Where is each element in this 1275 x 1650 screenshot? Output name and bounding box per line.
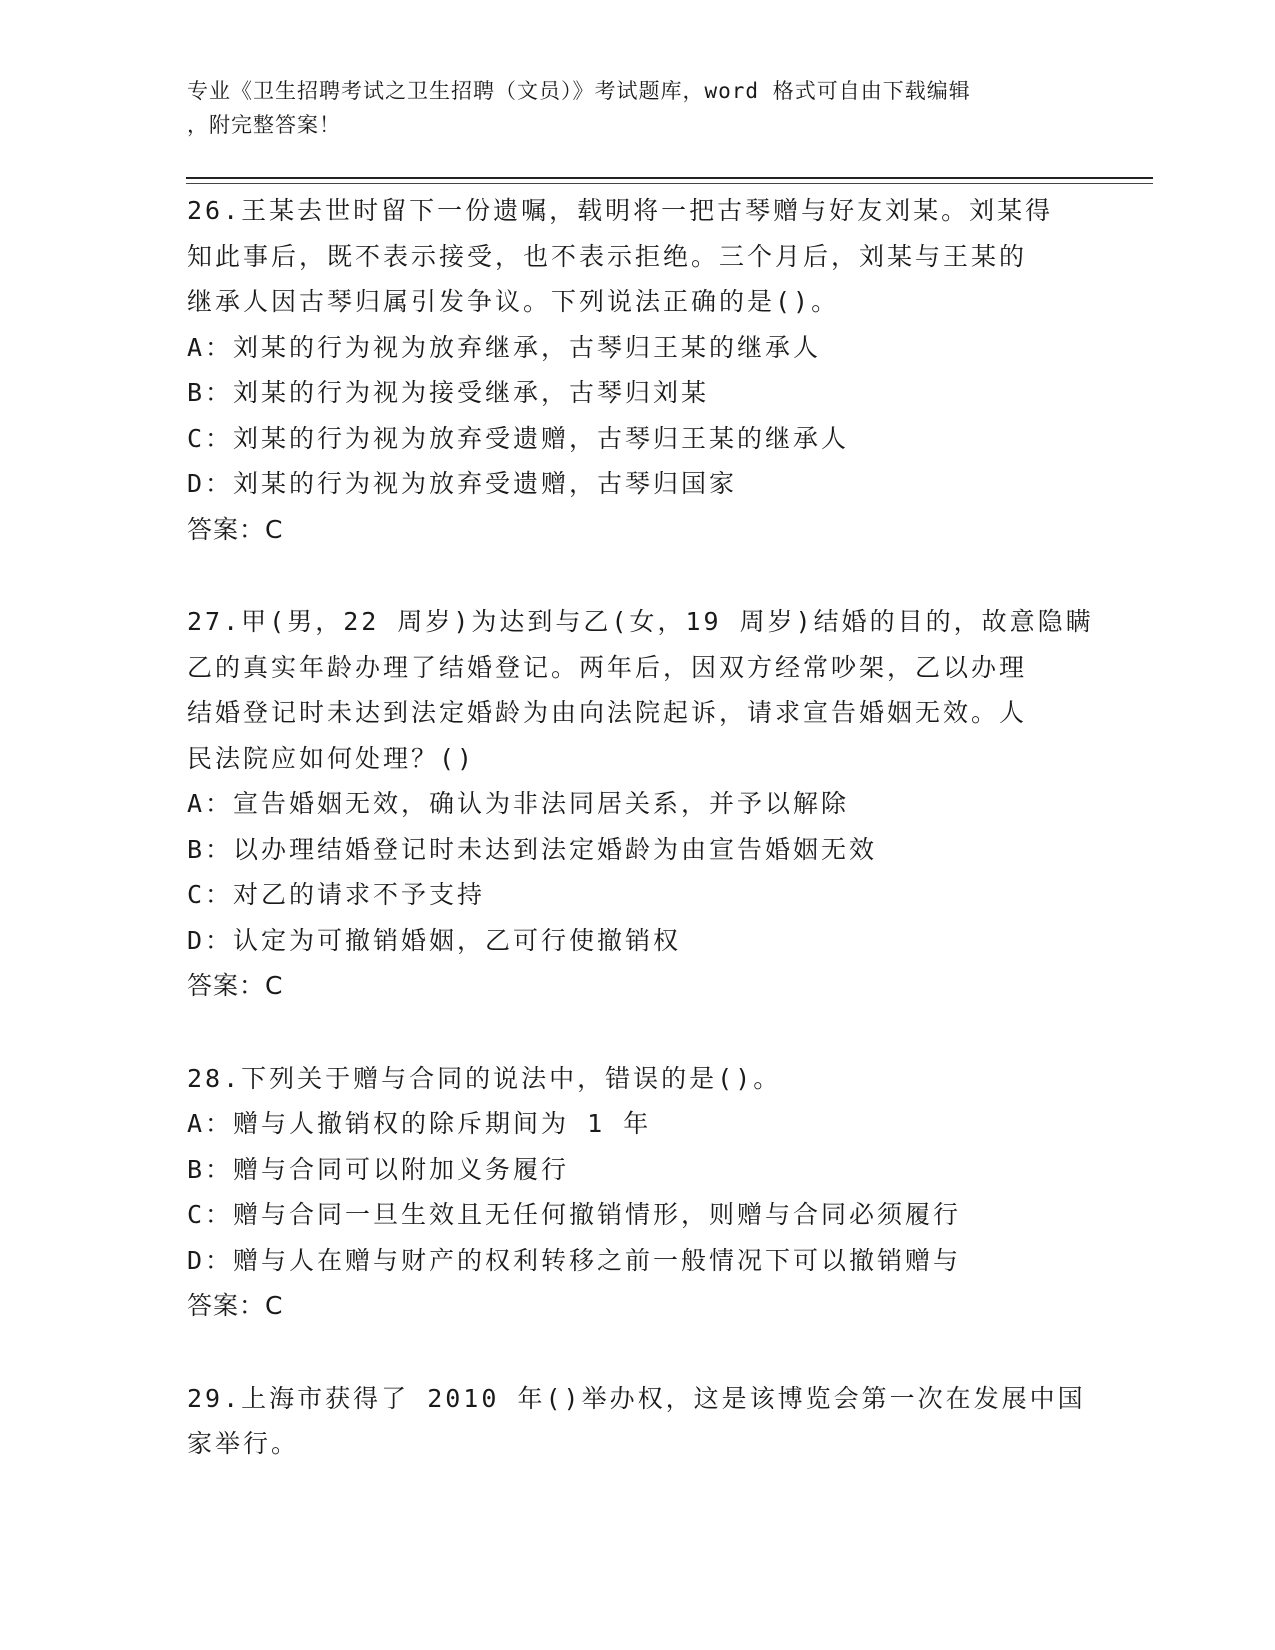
header-divider-thin [186,183,1153,184]
question-28 [187,1056,1087,1329]
answer: 答案：C [187,1291,284,1320]
option-c: C：对乙的请求不予支持 [187,880,486,909]
question-stem-line: 民法院应如何处理？() [187,743,476,773]
option-a: A：刘某的行为视为放弃继承，古琴归王某的继承人 [187,332,822,362]
option-d: D：刘某的行为视为放弃受遗赠，古琴归国家 [187,469,738,498]
question-stem-line: 结婚登记时未达到法定婚龄为由向法院起诉，请求宣告婚姻无效。人 [187,698,1028,727]
option-d: D：认定为可撤销婚姻，乙可行使撤销权 [187,925,682,955]
option-b: B：刘某的行为视为接受继承，古琴归刘某 [187,378,710,407]
option-a: A：赠与人撤销权的除斥期间为 1 年 [187,1109,652,1138]
header-line-1: 专业《卫生招聘考试之卫生招聘（文员）》考试题库，word 格式可自由下载编辑 [187,79,971,103]
question-stem-line: 26.王某去世时留下一份遗嘱，载明将一把古琴赠与好友刘某。刘某得 [187,196,1054,225]
question-26 [187,188,1087,552]
question-stem-line: 29.上海市获得了 2010 年()举办权，这是该博览会第一次在发展中国 [187,1383,1086,1413]
option-a: A：宣告婚姻无效，确认为非法同居关系，并予以解除 [187,789,850,818]
question-stem-line: 乙的真实年龄办理了结婚登记。两年后，因双方经常吵架，乙以办理 [187,652,1028,682]
question-stem-line: 知此事后，既不表示接受，也不表示拒绝。三个月后，刘某与王某的 [187,241,1028,271]
question-stem-line: 28.下列关于赠与合同的说法中，错误的是()。 [187,1063,782,1093]
question-29 [187,1376,1087,1467]
answer: 答案：C [187,971,284,1000]
option-b: B：赠与合同可以附加义务履行 [187,1154,570,1184]
option-d: D：赠与人在赠与财产的权利转移之前一般情况下可以撤销赠与 [187,1245,962,1275]
answer: 答案：C [187,514,284,544]
question-27 [187,599,1094,1009]
question-stem-line: 继承人因古琴归属引发争议。下列说法正确的是()。 [187,287,840,316]
question-stem-line: 家举行。 [187,1429,300,1458]
option-c: C：刘某的行为视为放弃受遗赠，古琴归王某的继承人 [187,423,850,453]
question-stem-line: 27.甲(男，22 周岁)为达到与乙(女，19 周岁)结婚的目的，故意隐瞒 [187,607,1094,636]
question-list [187,188,1094,1514]
document-header [187,74,1087,142]
option-c: C：赠与合同一旦生效且无任何撤销情形，则赠与合同必须履行 [187,1200,962,1229]
header-divider [186,177,1153,179]
option-b: B：以办理结婚登记时未达到法定婚龄为由宣告婚姻无效 [187,834,878,864]
header-line-2: ，附完整答案！ [187,113,341,137]
